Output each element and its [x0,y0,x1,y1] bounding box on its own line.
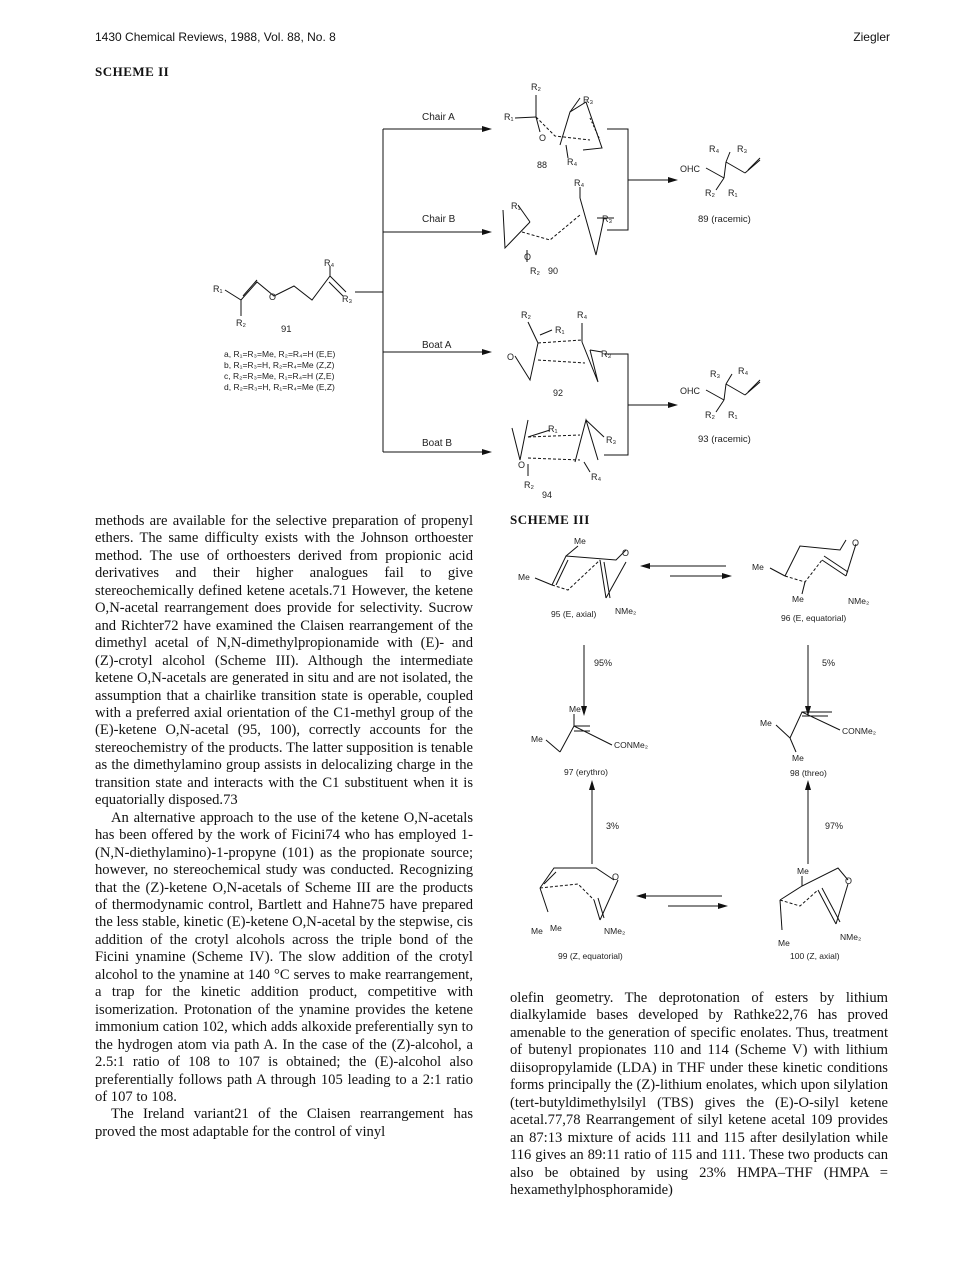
svg-text:R₄: R₄ [738,366,749,376]
svg-text:R₁: R₁ [555,325,565,335]
svg-text:R₄: R₄ [577,310,588,320]
svg-text:Me: Me [531,734,543,744]
svg-text:O: O [622,548,630,558]
svg-text:R₂: R₂ [531,82,541,92]
percent-95: 95% [594,658,613,668]
compound-label-96: 96 (E, equatorial) [781,613,847,623]
compound-label-99: 99 (Z, equatorial) [558,951,623,961]
variant-a: a, R₁=R₃=Me, R₂=R₄=H (E,E) [224,349,336,359]
svg-text:R₄: R₄ [709,144,720,154]
percent-3: 3% [606,821,620,831]
svg-text:R₂: R₂ [530,266,540,276]
compound-label-98: 98 (threo) [790,768,827,778]
compound-label-92: 92 [553,388,564,398]
svg-text:R₄: R₄ [591,472,602,482]
svg-text:R₃: R₃ [583,95,594,105]
structure-99 [540,868,618,920]
svg-text:Me: Me [778,938,790,948]
svg-text:R₃: R₃ [710,369,721,379]
variant-b: b, R₁=R₃=H, R₂=R₄=Me (Z,Z) [224,360,335,370]
svg-text:O: O [518,460,526,470]
svg-text:R₂: R₂ [705,188,715,198]
svg-text:Me: Me [760,718,772,728]
svg-text:R₄: R₄ [567,157,578,167]
svg-text:NMe₂: NMe₂ [604,926,626,936]
svg-text:Me: Me [531,926,543,936]
svg-text:Me: Me [518,572,530,582]
path-label-chair-a: Chair A [422,112,455,123]
structure-95 [535,546,626,598]
svg-text:R₁: R₁ [213,284,223,294]
structure-96 [770,540,856,594]
svg-text:R₃: R₃ [602,214,613,224]
svg-text:NMe₂: NMe₂ [848,596,870,606]
svg-text:Me: Me [574,536,586,546]
compound-label-93: 93 (racemic) [698,434,751,445]
compound-label-89: 89 (racemic) [698,214,751,225]
compound-label-97: 97 (erythro) [564,767,608,777]
variant-d: d, R₂=R₃=H, R₁=R₄=Me (E,Z) [224,382,335,392]
compound-label-88: 88 [537,160,548,170]
left-column [95,513,473,1141]
svg-text:R₁: R₁ [548,424,558,434]
svg-text:CONMe₂: CONMe₂ [842,726,876,736]
svg-text:CONMe₂: CONMe₂ [614,740,648,750]
svg-text:O: O [539,133,547,143]
path-label-boat-b: Boat B [422,438,453,449]
svg-text:Me: Me [752,562,764,572]
running-header-left: 1430 Chemical Reviews, 1988, Vol. 88, No. 8 [95,30,336,44]
svg-text:R₄: R₄ [574,178,585,188]
svg-text:O: O [612,872,620,882]
paragraph: The Ireland variant21 of the Claisen rearrangement has proved the most adaptable for the control of vinyl [95,1106,473,1140]
svg-text:R₁: R₁ [504,112,514,122]
svg-text:OHC: OHC [680,386,700,396]
variant-c: c, R₂=R₃=Me, R₁=R₄=H (Z,E) [224,371,335,381]
svg-text:R₃: R₃ [606,435,617,445]
svg-text:NMe₂: NMe₂ [840,932,862,942]
structure-97 [546,714,612,752]
compound-label-91: 91 [281,324,292,335]
svg-text:R₄: R₄ [324,258,335,268]
svg-text:Me: Me [792,594,804,604]
percent-5: 5% [822,658,836,668]
compound-label-90: 90 [548,266,559,276]
paragraph: olefin geometry. The deprotonation of esters by lithium dialkylamide bases developed by Rathke22,76 has proved amenable to the generation of specific enolates. Thus, treatment of butenyl propionates 110 and 114 (Scheme V) with lithium diisopropylamide (LDA) in THF under these kinetic conditions forms principally the (Z)-lithium enolates, which upon silylation (tert-butyldimethylsilyl (TBS) gives the (E)-O-silyl ketene acetal.77,78 Rearrangement of silyl ketene acetal 109 provides an 87:13 mixture of acids 111 and 115 after desilylation while 116 gives an 89:11 ratio of 115 and 111. These two products can also be obtained by using 23% HMPA–THF (HMPA = hexamethylphosphoramide) [510,990,888,1198]
running-header-right: Ziegler [853,30,890,44]
paragraph: An alternative approach to the use of the ketene O,N-acetals has been offered by the work of Ficini74 who has employed 1-(N,N-diethylamino)-1-propyne (101) as the propionate source; however, no stereochemical study was conducted. Recognizing that the (Z)-ketene O,N-acetals of Scheme III are the products of thermodynamic control, Bartlett and Hahne75 have prepared the less stable, kinetic (E)-ketene O,N-acetal by the stepwise, cis addition of the crotyl alcohols across the triple bond of the Ficini ynamine (Scheme IV). The slow addition of the crotyl alcohol to the ynamine at 140 °C serves to make rearrangement, a trap for the kinetic addition product, competitive with isomerization. Protonation of the ynamine provides the ketene immonium cation 102, which adds alkoxide preferentially syn to the hydrogen atom via path A. In the case of the (Z)-alcohol, a 2.5:1 ratio of 108 to 107 is obtained; the (E)-alcohol also preferentially follows path A through 105 leading to a 2:1 ratio of 107 to 108. [95,809,473,1105]
svg-text:R₃: R₃ [601,349,612,359]
svg-text:O: O [269,292,277,302]
svg-text:O: O [524,252,532,262]
svg-text:OHC: OHC [680,164,700,174]
right-column [510,990,888,1199]
svg-text:O: O [852,538,860,548]
scheme-3-title: SCHEME III [510,512,590,527]
structure-98 [776,712,840,752]
svg-text:Me: Me [792,753,804,763]
svg-text:R₃: R₃ [737,144,748,154]
svg-text:R₂: R₂ [521,310,531,320]
svg-text:Me: Me [569,704,581,714]
svg-text:Me: Me [550,923,562,933]
compound-label-94: 94 [542,490,553,500]
svg-text:R₂: R₂ [705,410,715,420]
percent-97: 97% [825,821,844,831]
svg-text:O: O [845,876,853,886]
svg-text:O: O [507,352,515,362]
svg-text:R₂: R₂ [236,318,246,328]
scheme-2-title: SCHEME II [95,64,170,79]
svg-text:R₁: R₁ [728,410,738,420]
svg-text:R₃: R₃ [342,294,353,304]
paragraph: methods are available for the selective preparation of propenyl ethers. The same difficulty exists with the Johnson orthoester method. The use of orthoesters derived from propionic acid derivatives and their higher analogues fail to give stereochemically defined ketene acetals.71 However, the ketene O,N-acetal rearrangement does provide for selectivity. Sucrow and Richter72 have examined the Claisen rearrangement of the dimethyl acetal of N,N-dimethylpropionamide with (E)- and (Z)-crotyl alcohol (Scheme III). Although the intermediate ketene O,N-acetals are generated in situ and are not isolated, the assumption that a chairlike transition state is operable, coupled with a preferred axial orientation of the C1-methyl group of the (E)-ketene O,N-acetal (95, 100), correctly accounts for the stereochemistry of the products. The latter supposition is tenable as the dimethylamino group assists in delocalizing charge in the transition state and interacts with the C1 substituent when it is equatorially disposed.73 [95,513,473,809]
svg-text:R₁: R₁ [511,201,521,211]
svg-text:R₂: R₂ [524,480,534,490]
svg-text:R₁: R₁ [728,188,738,198]
svg-text:Me: Me [797,866,809,876]
compound-label-95: 95 (E, axial) [551,609,597,619]
structure-100 [780,868,848,930]
svg-text:NMe₂: NMe₂ [615,606,637,616]
compound-label-100: 100 (Z, axial) [790,951,840,961]
path-label-boat-a: Boat A [422,340,452,351]
path-label-chair-b: Chair B [422,214,456,225]
